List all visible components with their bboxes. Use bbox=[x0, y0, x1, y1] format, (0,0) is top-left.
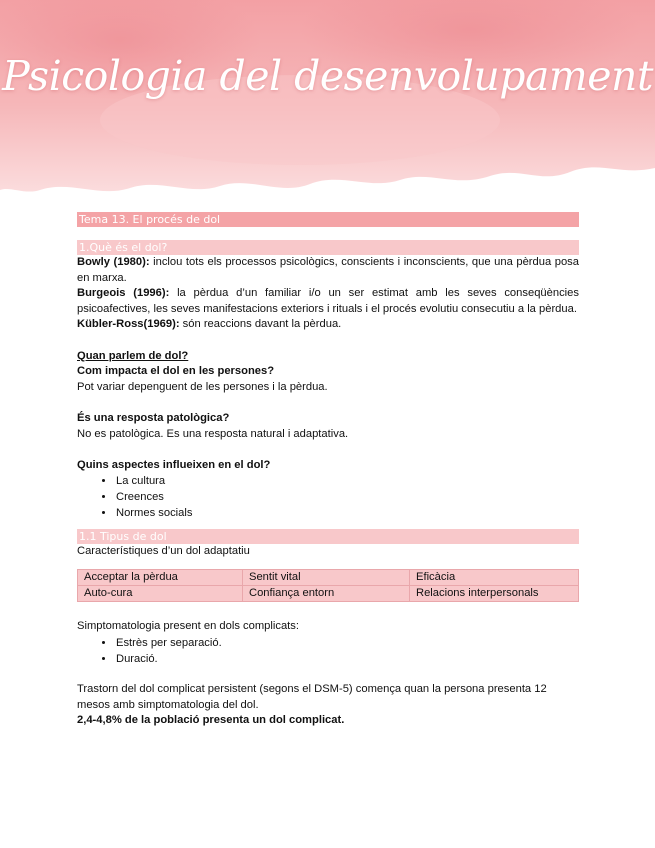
table-row bbox=[78, 569, 579, 585]
table-cell: Confiança entorn bbox=[243, 585, 410, 601]
statistic-text: 2,4-4,8% de la població presenta un dol complicat. bbox=[77, 714, 345, 727]
impact-question: Com impacta el dol en les persones? bbox=[77, 365, 275, 378]
list-item: • Normes socials bbox=[115, 505, 579, 521]
impact-answer: Pot variar depenguent de les persones i la pèrdua. bbox=[77, 380, 328, 393]
list-item: • La cultura bbox=[115, 473, 579, 489]
table-cell: Acceptar la pèrdua bbox=[78, 569, 243, 585]
table-cell: Relacions interpersonals bbox=[410, 585, 579, 601]
table-cell: Sentit vital bbox=[243, 569, 410, 585]
section-heading-2: 1.1 Tipus de dol bbox=[77, 529, 579, 544]
definition-burgeois: Burgeois (1996): la pèrdua d’un familiar i/o un ser estimat amb les seves conseqüències psicoafectives, les seves manifestacions exteriors i rituals i el procés evolutiu consecutiu a la pèrdua. bbox=[77, 287, 579, 315]
topic-title: Tema 13. El procés de dol bbox=[77, 212, 579, 227]
adaptive-characteristics-table bbox=[77, 569, 579, 602]
persistent-text: Trastorn del dol complicat persistent (segons el DSM-5) comença quan la persona presenta 12 mesos amb simptomatologia del dol. bbox=[77, 683, 547, 711]
watercolor-background bbox=[0, 0, 655, 200]
aspects-list bbox=[77, 473, 579, 521]
header-banner bbox=[0, 0, 655, 200]
table-cell: Auto-cura bbox=[78, 585, 243, 601]
table-cell: Eficàcia bbox=[410, 569, 579, 585]
when-heading: Quan parlem de dol? bbox=[77, 349, 189, 362]
list-item: • Estrès per separació. bbox=[115, 635, 579, 651]
pathology-answer: No es patològica. Es una resposta natural i adaptativa. bbox=[77, 427, 349, 440]
definition-bowly: Bowly (1980): inclou tots els processos psicològics, conscients i inconscients, que una pèrdua posa en marxa. bbox=[77, 256, 579, 284]
page-title: Psicologia del desenvolupament bbox=[2, 52, 653, 100]
table-row bbox=[78, 585, 579, 601]
definition-kubler-ross: Kübler-Ross(1969): són reaccions davant la pèrdua. bbox=[77, 318, 342, 331]
aspects-question: Quins aspectes influeixen en el dol? bbox=[77, 458, 271, 471]
document-body bbox=[77, 212, 579, 729]
list-item: • Duració. bbox=[115, 651, 579, 667]
complicated-list bbox=[77, 635, 579, 667]
list-item: • Creences bbox=[115, 489, 579, 505]
pathology-question: És una resposta patològica? bbox=[77, 411, 230, 424]
adaptive-intro: Característiques d’un dol adaptatiu bbox=[77, 545, 250, 558]
complicated-intro: Simptomatologia present en dols complicats: bbox=[77, 619, 299, 632]
section-heading-1: 1.Què és el dol? bbox=[77, 240, 579, 255]
